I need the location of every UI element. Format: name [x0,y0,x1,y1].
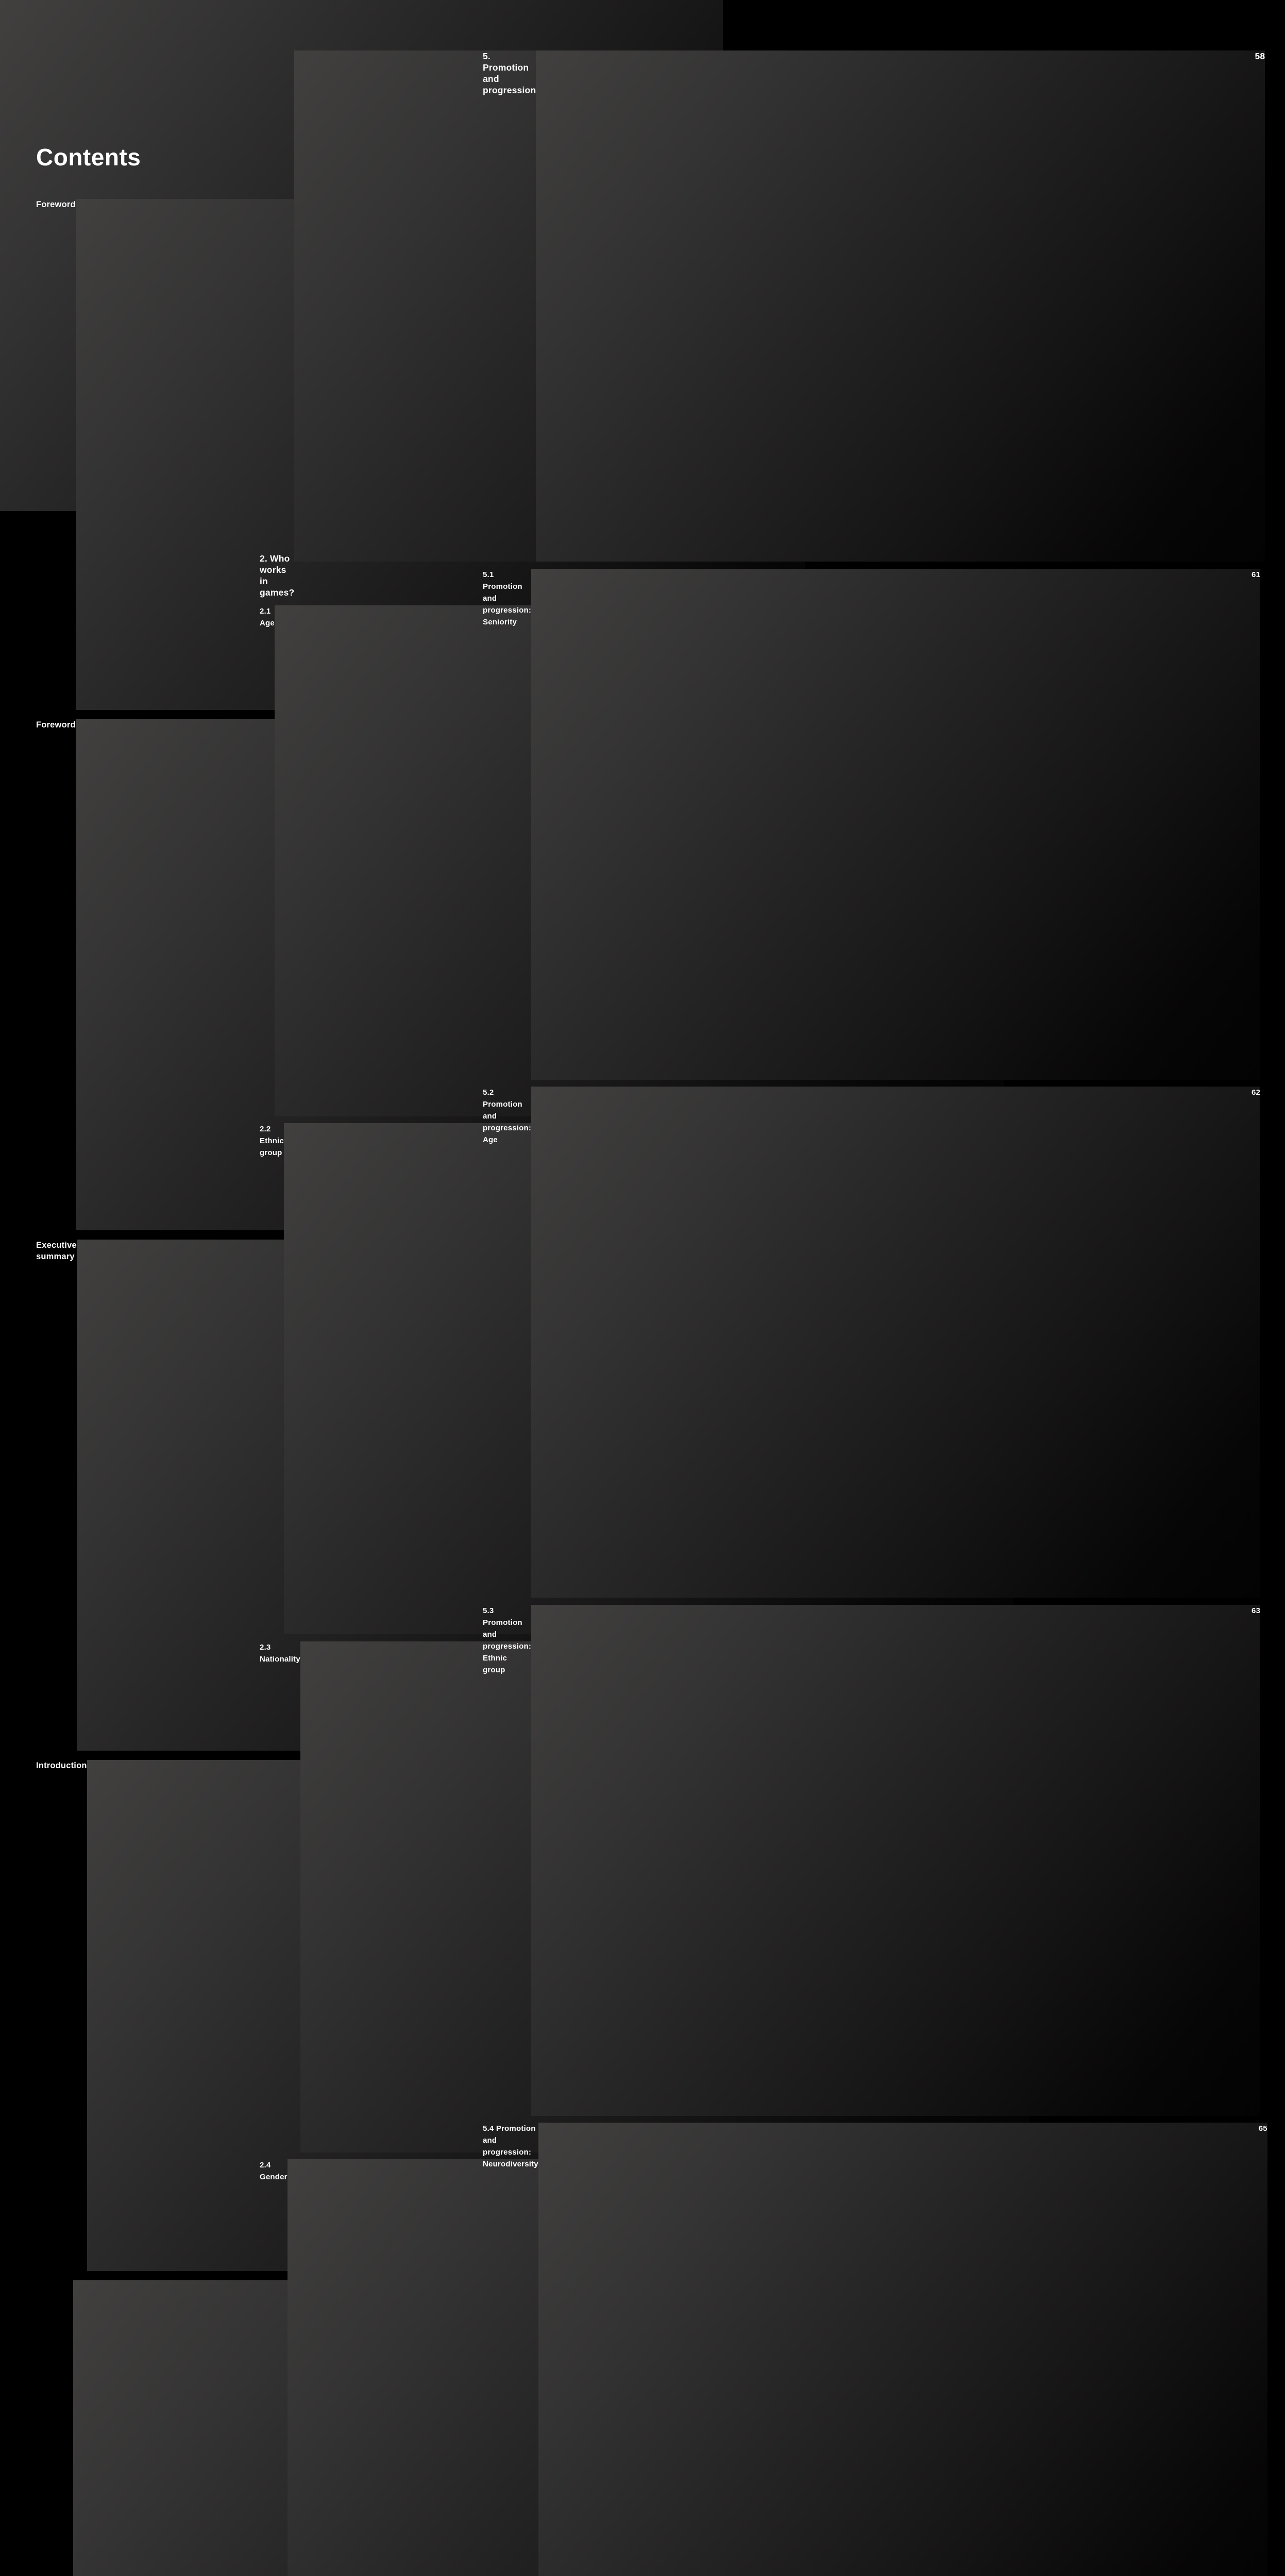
toc-entries-middle [260,50,454,2576]
toc-entry-label: Foreword [36,200,76,209]
toc-entry-label: Foreword [36,720,76,730]
toc-entry [483,1087,1261,1598]
toc-column-left [36,0,230,2576]
toc-entry-page-number: 58 [536,50,1265,562]
toc-entries-right [483,50,1267,2576]
toc-entry-page-number: 62 [531,1087,1260,1598]
toc-entry [36,1760,230,2271]
toc-entry-label: 5. Promotion and progression [483,51,536,95]
toc-entry-label: 5.1 Promotion and progression: Seniority [483,570,532,626]
toc-entry [483,569,1261,1080]
toc-entry [260,605,454,1116]
toc-entry-label: Executive summary [36,1241,77,1261]
toc-entry-label: 2.1 Age [260,606,275,628]
toc-entry-page-number: 63 [531,1605,1260,2116]
toc-entry [36,719,230,1230]
toc-entry-label: 5.2 Promotion and progression: Age [483,1088,532,1144]
toc-entry-label: 2.2 Ethnic group [260,1125,284,1157]
toc-entry-page-number: 61 [531,569,1260,1080]
toc-section-heading [260,50,454,598]
toc-entry [36,1240,230,1751]
toc-entry-label: 2.4 Gender [260,2161,288,2181]
toc-entry-label: Introduction [36,1761,87,1770]
toc-entry [36,199,230,710]
toc-section-heading [483,50,1265,562]
toc-entry-label: 2.3 Nationality [260,1642,300,1664]
toc-entry [260,1123,454,1634]
toc-entry [260,1641,454,2153]
toc-entry-label: 5.4 Promotion and progression: Neurodiversity [483,2124,538,2168]
toc-column-middle [260,50,454,2576]
toc-section-heading [36,2280,230,2576]
toc-entry-label: 2. Who works in games? [260,553,295,598]
toc-entry [483,1605,1261,2116]
page-title: Contents [36,144,141,171]
toc-column-right [483,50,1267,2576]
toc-entry [483,2123,1267,2576]
toc-entries-left [36,199,230,2576]
toc-entry-label: 5.3 Promotion and progression: Ethnic group [483,1606,532,1674]
toc-entry-page-number: 65 [538,2123,1267,2576]
toc-entry [260,2159,454,2576]
